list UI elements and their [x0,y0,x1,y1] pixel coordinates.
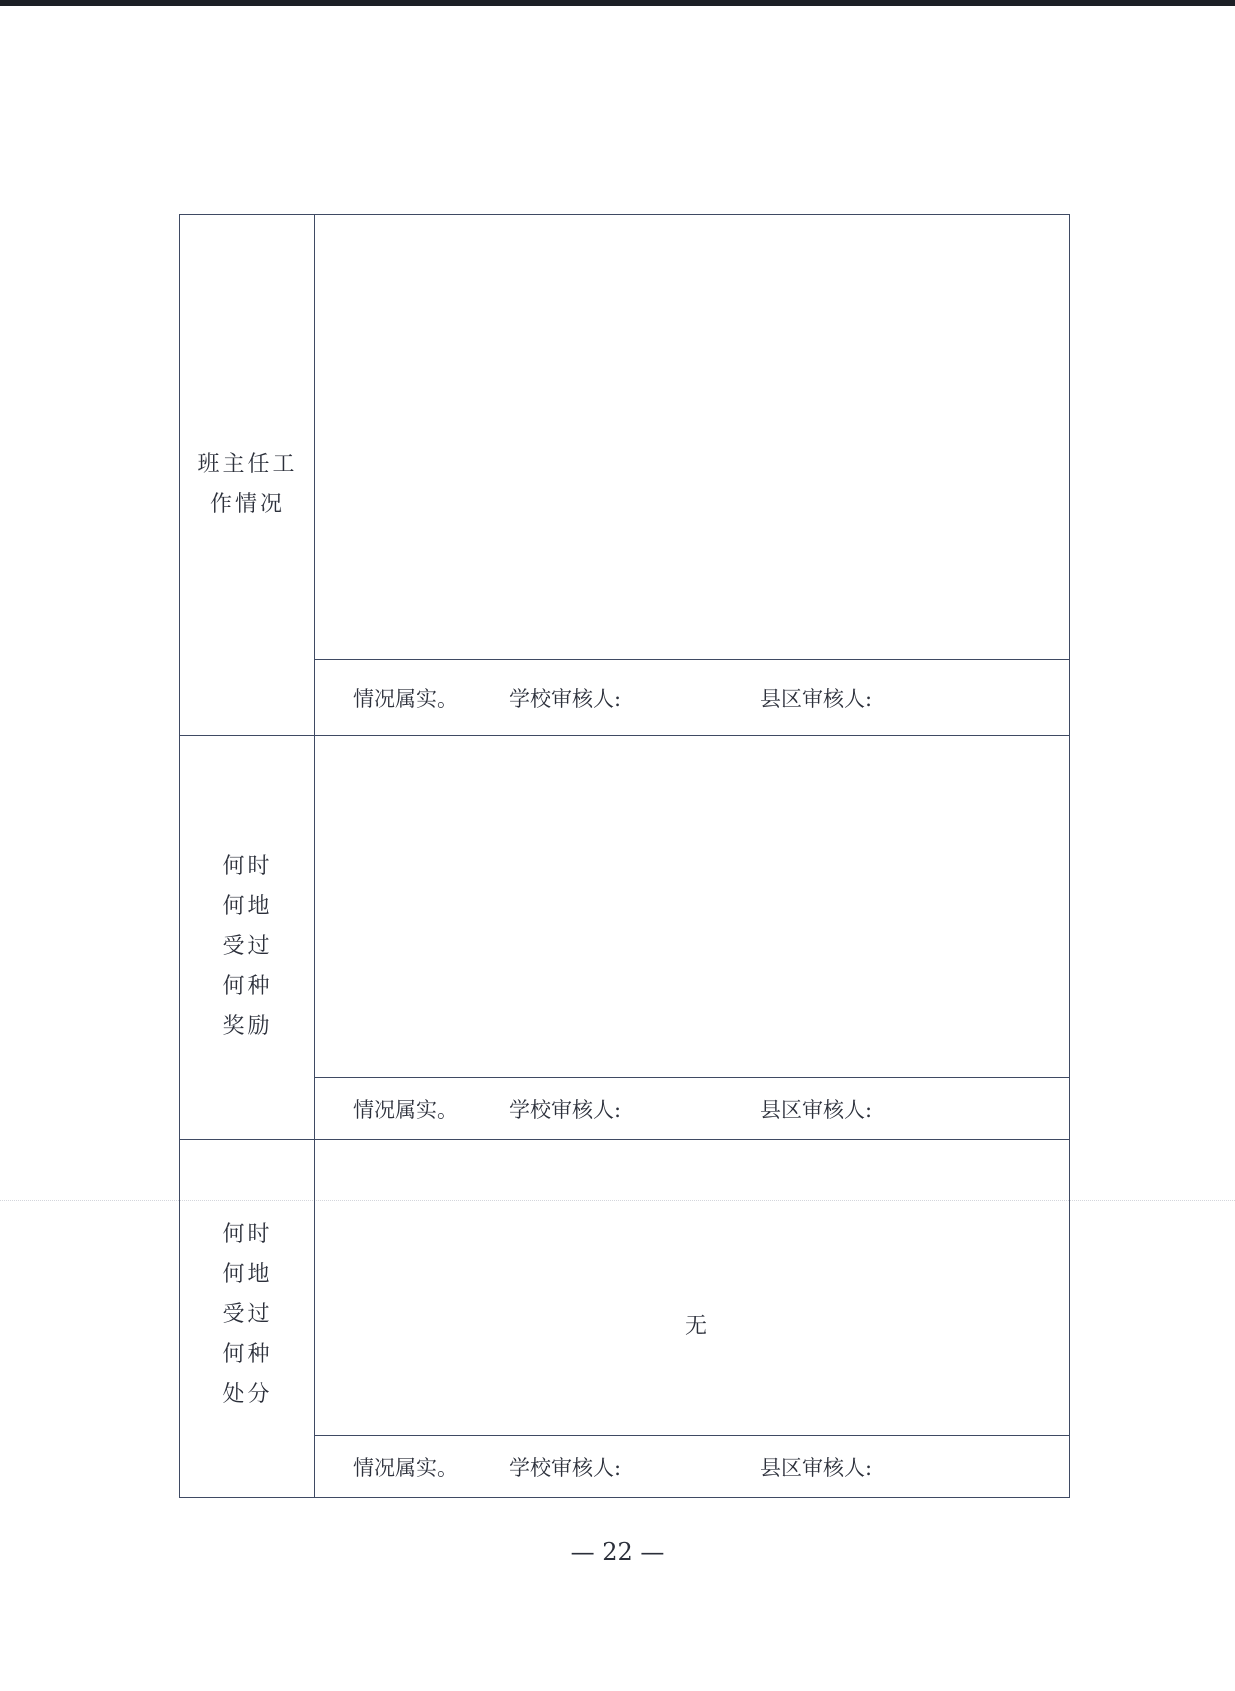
verification-row [315,1077,1069,1139]
verification-row [315,1435,1069,1497]
section-penalties [180,1139,1069,1497]
content-cell[interactable] [315,215,1069,659]
page-number: — 22 — [570,1538,665,1566]
verify-status: 情况属实。 [353,1097,458,1122]
scan-top-edge [0,0,1235,6]
school-reviewer-label: 学校审核人: [509,1455,622,1480]
content-value: 无 [685,1314,708,1339]
label-line: 受过 [222,1302,273,1327]
content-cell[interactable] [315,735,1069,1077]
label-line: 班主任工 [197,452,298,477]
verify-status: 情况属实。 [353,1455,458,1480]
label-line: 何时 [222,854,273,879]
label-line: 何地 [222,894,273,919]
verification-row [315,659,1069,735]
label-line: 何地 [222,1262,273,1287]
section-label [180,1215,315,1415]
label-line: 处分 [222,1382,273,1407]
section-label-cell [180,735,315,1139]
form-table [179,214,1070,1498]
section-label-cell [180,1139,315,1497]
label-line: 受过 [222,934,273,959]
label-line: 何种 [222,974,273,999]
school-reviewer-label: 学校审核人: [509,686,622,711]
label-line: 奖励 [222,1014,273,1039]
section-head-teacher-work [180,215,1069,735]
label-line: 作情况 [209,492,285,517]
county-reviewer-label: 县区审核人: [760,1097,873,1122]
label-line: 何时 [222,1222,273,1247]
verify-status: 情况属实。 [353,686,458,711]
section-label [180,445,315,525]
label-line: 何种 [222,1342,273,1367]
content-cell[interactable] [315,1139,1069,1435]
county-reviewer-label: 县区审核人: [760,1455,873,1480]
section-label [180,847,315,1047]
school-reviewer-label: 学校审核人: [509,1097,622,1122]
section-label-cell [180,215,315,735]
section-awards [180,735,1069,1139]
county-reviewer-label: 县区审核人: [760,686,873,711]
